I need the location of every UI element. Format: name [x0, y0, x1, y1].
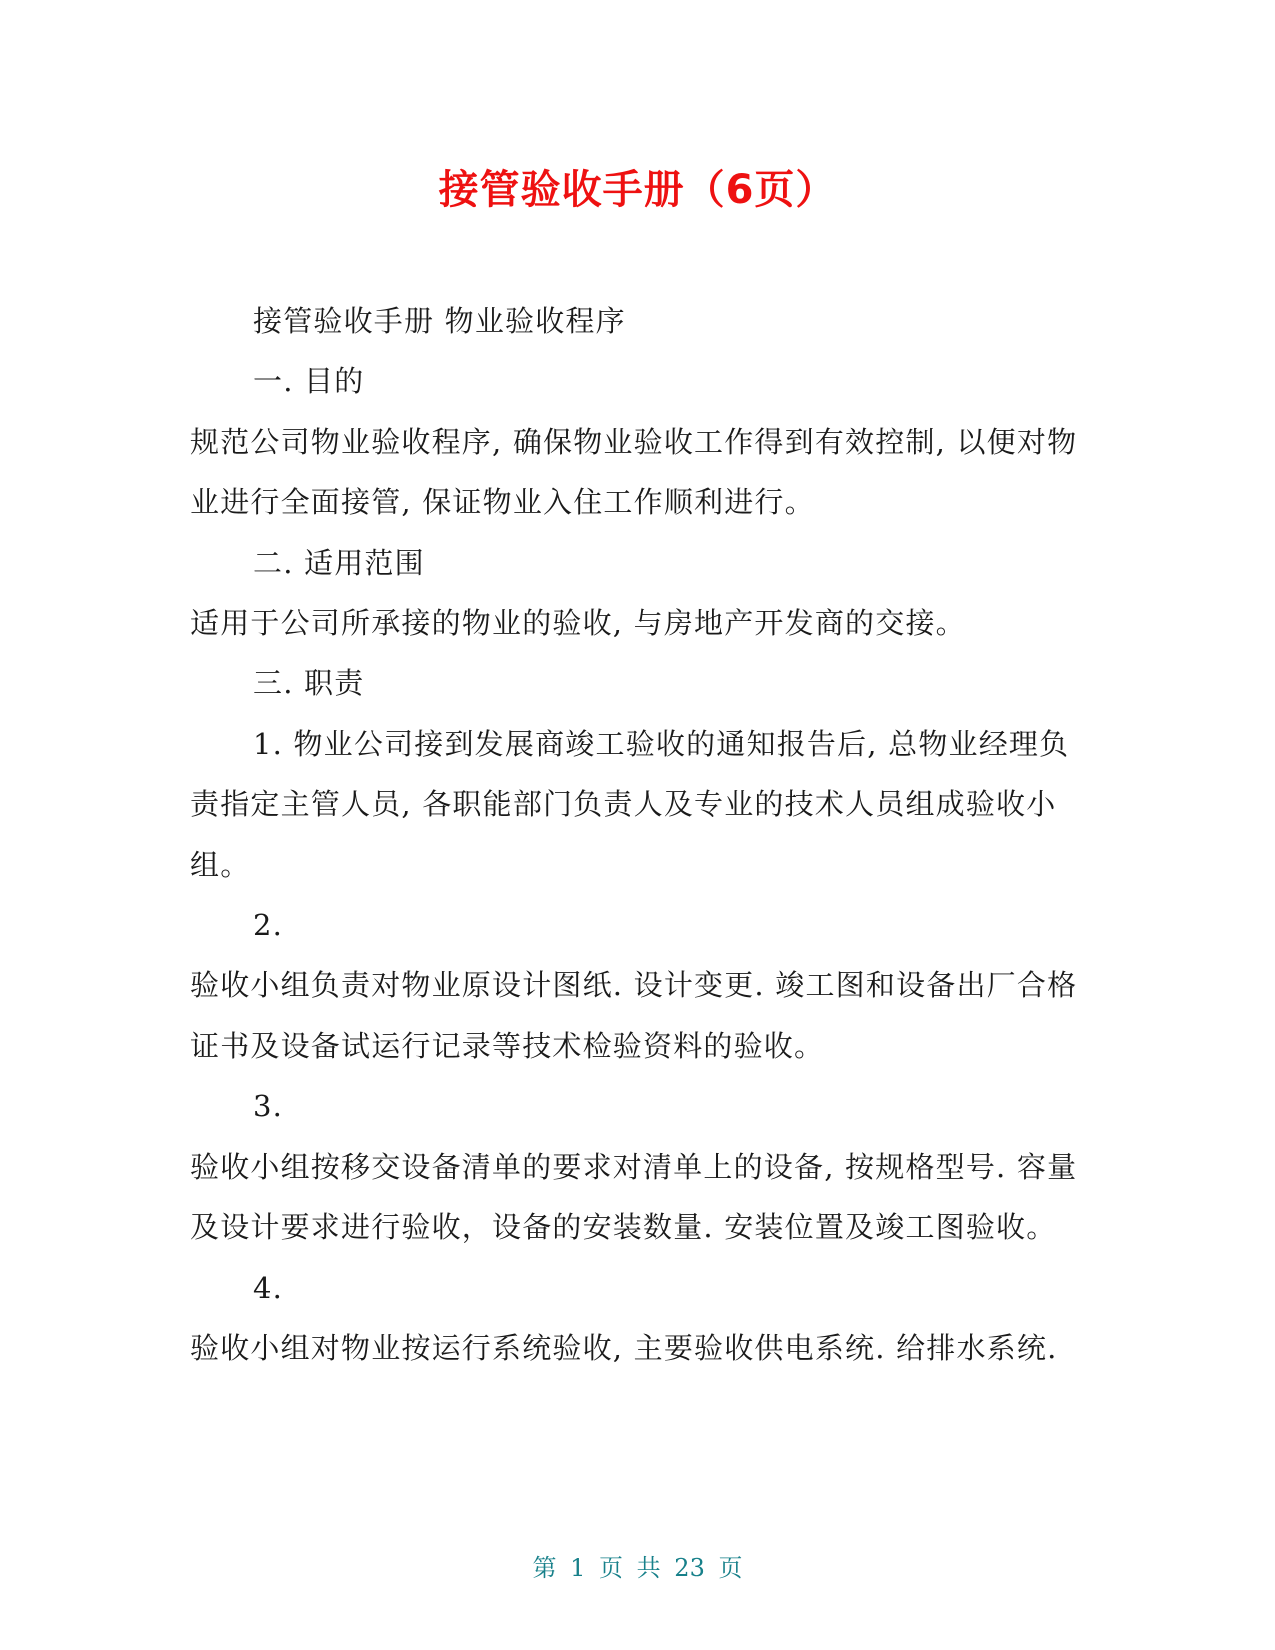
list-item-number: 2. — [253, 908, 284, 943]
section-heading-responsibilities: 三. 职责 — [253, 666, 365, 701]
page-footer: 第 1 页 共 23 页 — [532, 1554, 743, 1582]
paragraph: 验收小组对物业按运行系统验收, 主要验收供电系统. 给排水系统. — [190, 1330, 1058, 1365]
document-title: 接管验收手册（6页） — [438, 167, 837, 213]
section-heading-scope: 二. 适用范围 — [253, 545, 425, 580]
list-item: 1. 物业公司接到发展商竣工验收的通知报告后, 总物业经理负责指定主管人员, 各职能部门负责人及专业的技术人员组成验收小组。 — [190, 726, 1070, 882]
list-item-number: 4. — [253, 1270, 284, 1305]
section-heading-purpose: 一. 目的 — [253, 364, 365, 399]
paragraph: 规范公司物业验收程序, 确保物业验收工作得到有效控制, 以便对物业进行全面接管, 保证物业入住工作顺利进行。 — [190, 424, 1078, 520]
paragraph-heading: 接管验收手册 物业验收程序 — [253, 304, 626, 338]
paragraph: 验收小组负责对物业原设计图纸. 设计变更. 竣工图和设备出厂合格证书及设备试运行记录等技术检验资料的验收。 — [190, 968, 1078, 1063]
document-body — [190, 291, 1088, 1378]
paragraph: 适用于公司所承接的物业的验收, 与房地产开发商的交接。 — [190, 606, 966, 641]
paragraph: 验收小组按移交设备清单的要求对清单上的设备, 按规格型号. 容量及设计要求进行验收，设备的安装数量. 安装位置及竣工图验收。 — [190, 1149, 1078, 1245]
list-item-number: 3. — [253, 1089, 284, 1124]
